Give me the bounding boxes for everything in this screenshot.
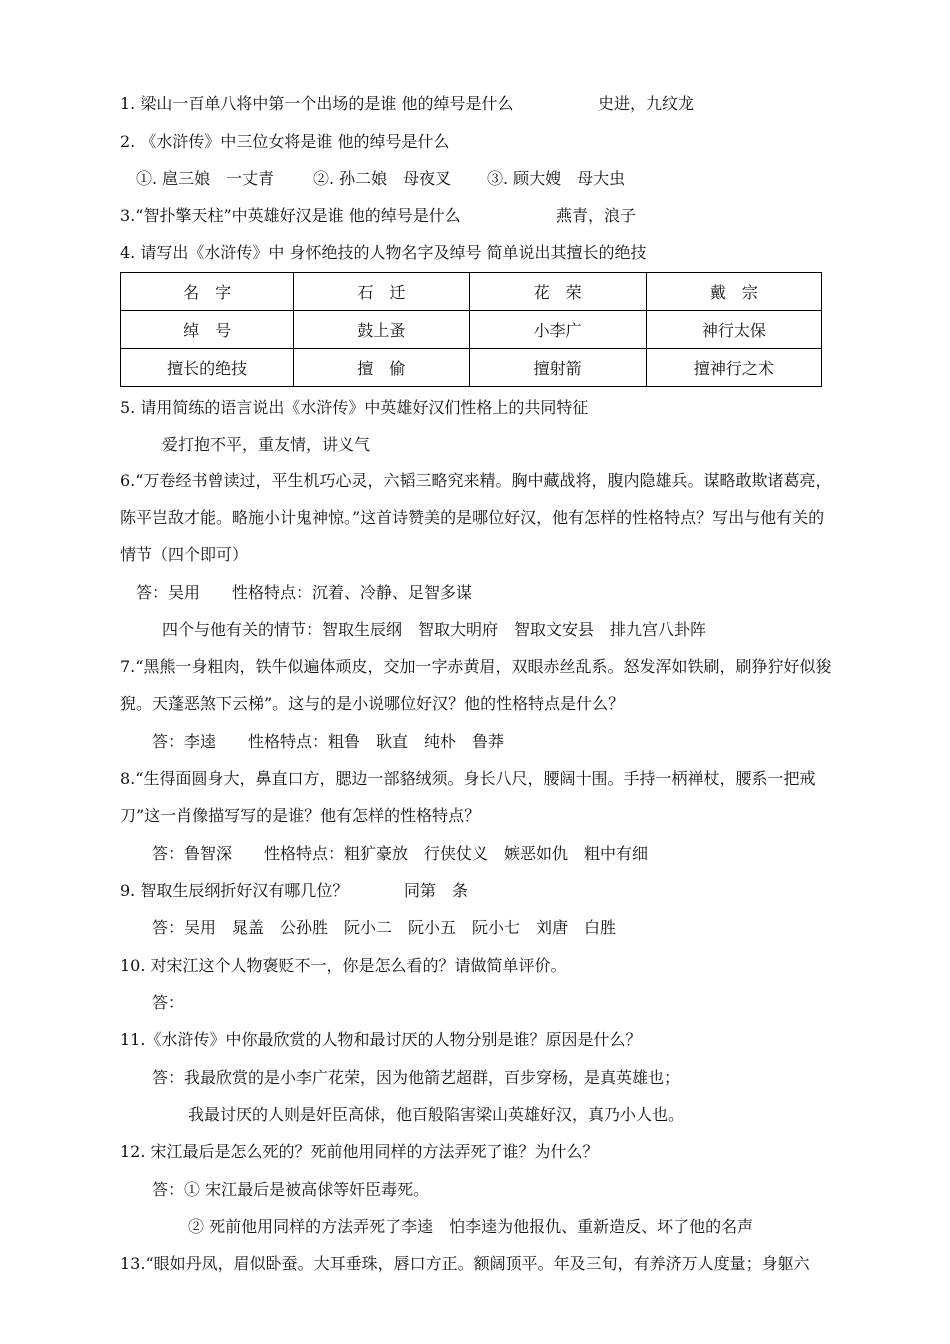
q11-answer-1: 答：我最欣赏的是小李广花荣，因为他箭艺超群，百步穿杨，是真英雄也； xyxy=(152,1068,681,1087)
q3-answer: 燕青，浪子 xyxy=(556,206,637,225)
q11-question: 11.《水浒传》中你最欣赏的人物和最讨厌的人物分别是谁？原因是什么？ xyxy=(120,1030,642,1049)
q2-answer-3: ③. 顾大嫂 母大虫 xyxy=(487,169,626,188)
q2-answer-2: ②. 孙二娘 母夜叉 xyxy=(313,169,452,188)
table-cell: 鼓上蚤 xyxy=(294,311,469,349)
q7-answer: 答：李逵 性格特点：粗鲁 耿直 纯朴 鲁莽 xyxy=(152,732,505,751)
table-cell: 花 荣 xyxy=(469,273,646,311)
table-cell: 名 字 xyxy=(121,273,294,311)
table-cell: 戴 宗 xyxy=(646,273,821,311)
table-cell: 擅长的绝技 xyxy=(121,349,294,387)
table-row xyxy=(121,273,822,311)
table-row xyxy=(121,311,822,349)
table-cell: 神行太保 xyxy=(646,311,821,349)
q12-answer-1: 答：① 宋江最后是被高俅等奸臣毒死。 xyxy=(152,1180,430,1199)
q6-answer-1: 答：吴用 性格特点：沉着、冷静、足智多谋 xyxy=(136,583,473,602)
q8-answer: 答：鲁智深 性格特点：粗犷豪放 行侠仗义 嫉恶如仇 粗中有细 xyxy=(152,844,649,863)
q2-question: 2. 《水浒传》中三位女将是谁 他的绰号是什么 xyxy=(120,132,450,151)
table-cell: 擅射箭 xyxy=(469,349,646,387)
q1-question: 1. 梁山一百单八将中第一个出场的是谁 他的绰号是什么 xyxy=(120,94,514,113)
table-row xyxy=(121,349,822,387)
q9-extra: 同第 条 xyxy=(404,881,469,900)
q3-question: 3.“智扑擎天柱”中英雄好汉是谁 他的绰号是什么 xyxy=(120,206,461,225)
table-cell: 小李广 xyxy=(469,311,646,349)
q4-question: 4. 请写出《水浒传》中 身怀绝技的人物名字及绰号 简单说出其擅长的绝技 xyxy=(120,243,647,262)
q5-answer: 爱打抱不平，重友情，讲义气 xyxy=(162,435,371,454)
table-cell: 擅 偷 xyxy=(294,349,469,387)
q1-answer: 史进，九纹龙 xyxy=(598,94,695,113)
skills-table xyxy=(120,272,822,387)
q12-question: 12. 宋江最后是怎么死的？死前他用同样的方法弄死了谁？为什么？ xyxy=(120,1142,599,1161)
table-cell: 绰 号 xyxy=(121,311,294,349)
q10-question: 10. 对宋江这个人物褒贬不一，你是怎么看的？请做简单评价。 xyxy=(120,956,567,975)
q12-answer-2: ② 死前他用同样的方法弄死了李逵 怕李逵为他报仇、重新造反、坏了他的名声 xyxy=(188,1217,754,1236)
q10-answer: 答： xyxy=(152,993,185,1012)
q8-question: 8.“生得面圆身大，鼻直口方，腮边一部貉绒须。身长八尺，腰阔十围。手持一柄禅杖，腰系一把戒刀”这一肖像描写写的是谁？他有怎样的性格特点？ xyxy=(120,769,816,825)
q6-answer-2: 四个与他有关的情节：智取生辰纲 智取大明府 智取文安县 排九宫八卦阵 xyxy=(162,620,707,639)
q2-answer-1: ①. 扈三娘 一丈青 xyxy=(136,169,275,188)
table-cell: 擅神行之术 xyxy=(646,349,821,387)
q5-question: 5. 请用简练的语言说出《水浒传》中英雄好汉们性格上的共同特征 xyxy=(120,398,589,417)
q6-question: 6.“万卷经书曾读过，平生机巧心灵，六韬三略究来精。胸中藏战将，腹内隐雄兵。谋略敢欺诸葛亮，陈平岂敌才能。略施小计鬼神惊。”这首诗赞美的是哪位好汉，他有怎样的性格特点？写出与他有关的情节（四个即可） xyxy=(120,471,832,564)
q13-question: 13.“眼如丹凤，眉似卧蚕。大耳垂珠，唇口方正。额阔顶平。年及三旬，有养济万人度量；身躯六 xyxy=(120,1254,810,1273)
q9-answer: 答：吴用 晁盖 公孙胜 阮小二 阮小五 阮小七 刘唐 白胜 xyxy=(152,918,617,937)
q7-question: 7.“黑熊一身粗肉，铁牛似遍体顽皮，交加一字赤黄眉，双眼赤丝乱系。怒发浑如铁刷，刷狰狞好似狻猊。天蓬恶煞下云梯”。这与的是小说哪位好汉？他的性格特点是什么？ xyxy=(120,657,832,713)
q11-answer-2: 我最讨厌的人则是奸臣高俅，他百般陷害梁山英雄好汉，真乃小人也。 xyxy=(188,1105,685,1124)
table-cell: 石 迁 xyxy=(294,273,469,311)
q9-question: 9. 智取生辰纲折好汉有哪几位？ xyxy=(120,881,349,900)
